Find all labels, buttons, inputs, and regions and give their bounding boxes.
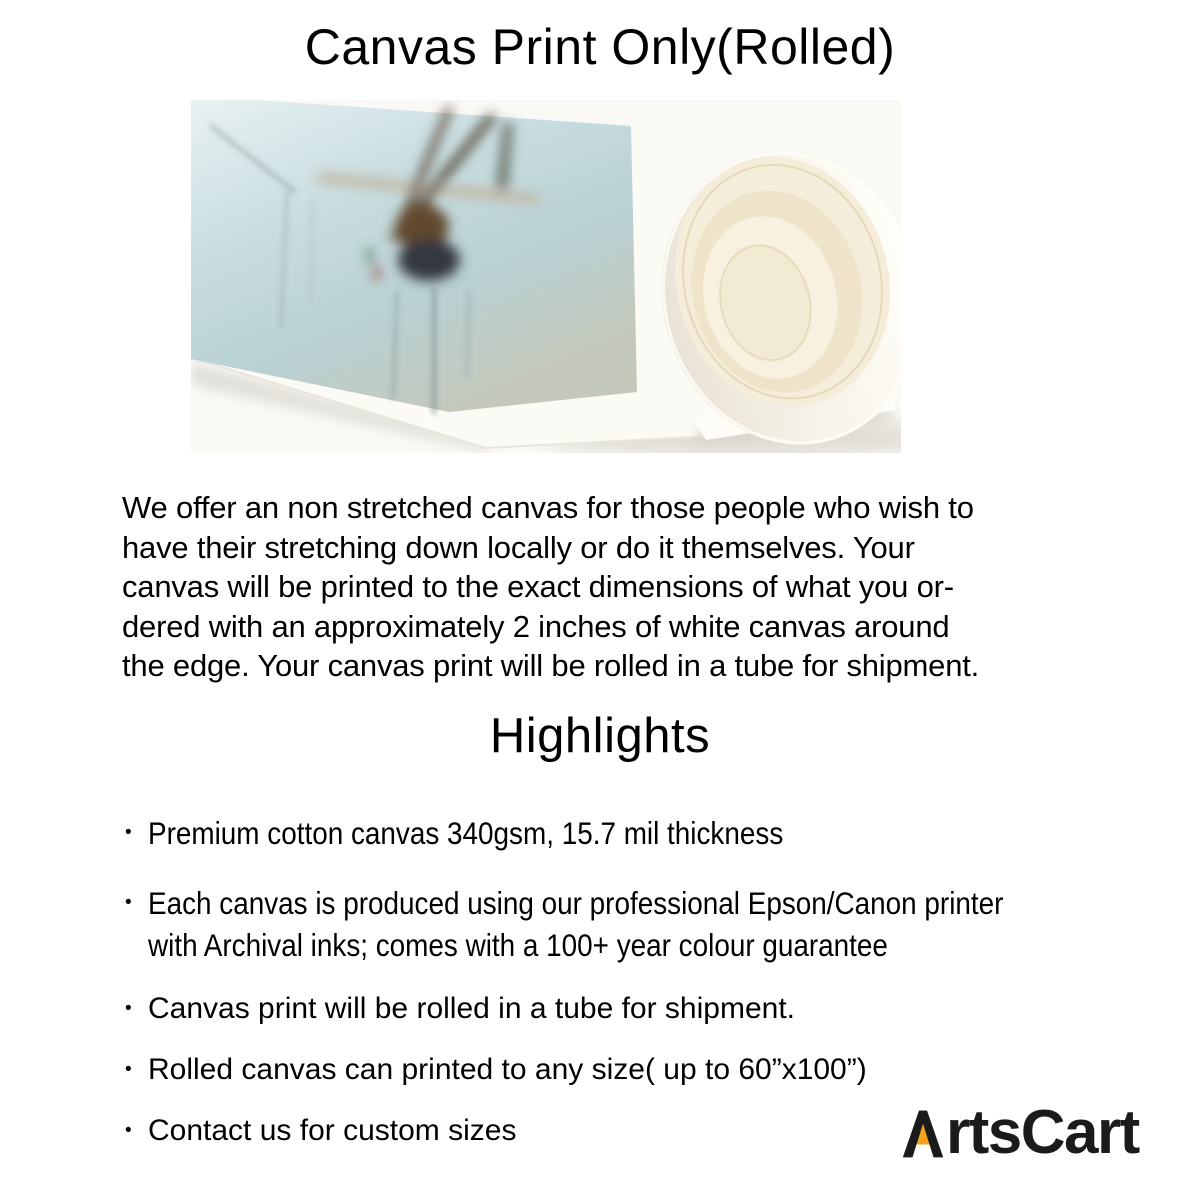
rolled-canvas-illustration: [191, 100, 901, 453]
bullet-dot: •: [125, 1120, 132, 1141]
list-item-text: Contact us for custom sizes: [148, 1114, 517, 1147]
logo-a-mark-icon: [902, 1110, 944, 1158]
list-item: [125, 882, 1155, 966]
page-title: Canvas Print Only(Rolled): [304, 19, 896, 75]
bullet-dot: •: [125, 998, 132, 1019]
description-paragraph: [122, 488, 979, 686]
list-item-text: Each canvas is produced using our professional Epson/Canon printer: [148, 885, 1004, 921]
logo-text: rtsCart: [946, 1098, 1139, 1167]
bullet-dot: •: [125, 822, 132, 843]
list-item-text: Canvas print will be rolled in a tube for shipment.: [148, 992, 795, 1025]
list-item-text: with Archival inks; comes with a 100+ year colour guarantee: [148, 927, 888, 963]
list-item: [125, 812, 1155, 854]
list-item: [125, 988, 1155, 1030]
list-item: [125, 1049, 1155, 1091]
description-line: canvas will be printed to the exact dimensions of what you or-: [122, 569, 954, 604]
list-item-text: Premium cotton canvas 340gsm, 15.7 mil thickness: [148, 815, 784, 851]
product-photo: [191, 100, 901, 453]
bullet-dot: •: [125, 1059, 132, 1080]
description-line: We offer an non stretched canvas for those people who wish to: [122, 490, 974, 525]
highlights-heading: Highlights: [489, 709, 711, 763]
description-line: the edge. Your canvas print will be rolled in a tube for shipment.: [122, 648, 980, 683]
artscart-logo: [902, 1100, 1139, 1166]
list-item-text: Rolled canvas can printed to any size( up to 60”x100”): [148, 1053, 867, 1086]
description-line: dered with an approximately 2 inches of white canvas around: [122, 608, 950, 644]
description-line: have their stretching down locally or do it themselves. Your: [122, 529, 915, 565]
bullet-dot: •: [125, 892, 132, 913]
